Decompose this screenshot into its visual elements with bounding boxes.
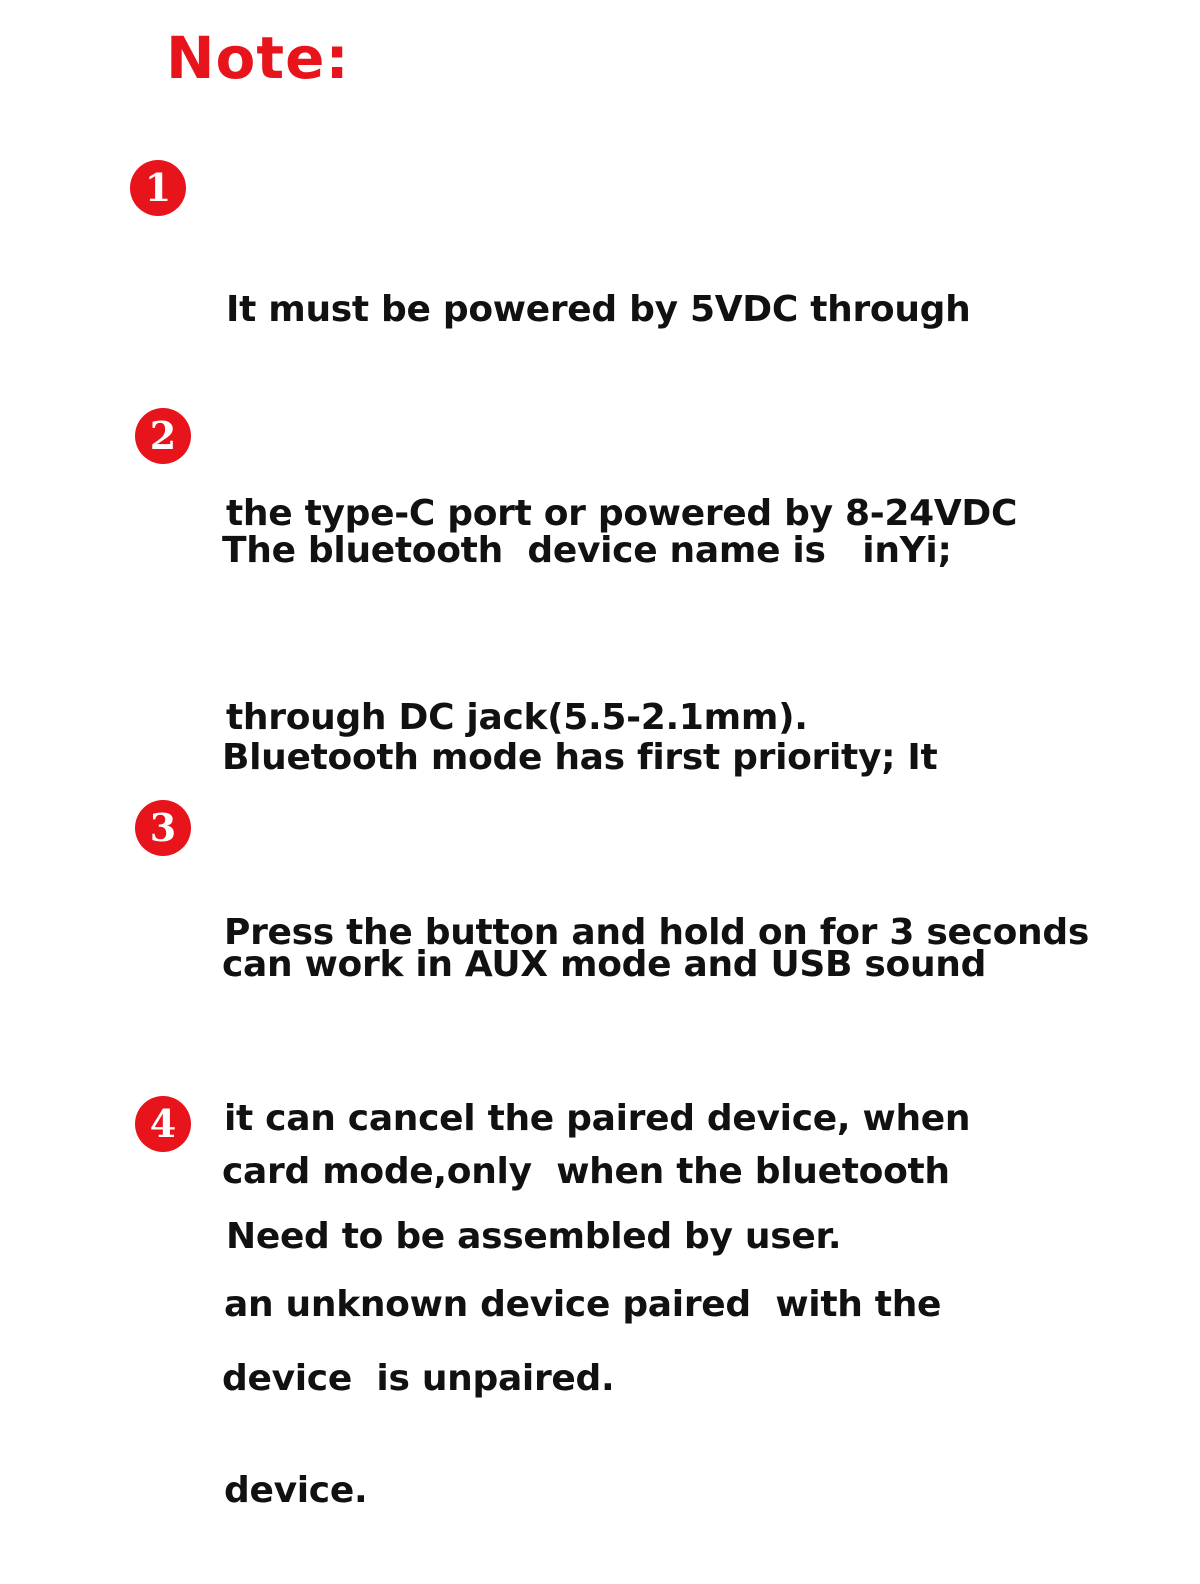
number-badge-2: 2 [135, 408, 191, 464]
note-2-line-3: can work in AUX mode and USB sound [222, 944, 987, 985]
note-1-line-1: It must be powered by 5VDC through [226, 289, 971, 330]
note-1-line-3: through DC jack(5.5-2.1mm). [226, 697, 808, 738]
number-badge-4: 4 [135, 1096, 191, 1152]
number-badge-3: 3 [135, 800, 191, 856]
note-4 [226, 1077, 841, 1333]
note-3-line-1: Press the button and hold on for 3 seconds [224, 912, 1089, 953]
note-2-line-5: device is unpaired. [222, 1358, 615, 1399]
note-1-line-2: the type-C port or powered by 8-24VDC [226, 493, 1018, 534]
note-2-line-1: The bluetooth device name is inYi; [222, 530, 952, 571]
number-badge-1: 1 [130, 160, 186, 216]
page-title: Note: [166, 24, 350, 92]
note-4-line-1: Need to be assembled by user. [226, 1216, 842, 1257]
note-2-line-2: Bluetooth mode has first priority; It [222, 737, 938, 778]
note-3-line-2: it can cancel the paired device, when [224, 1098, 971, 1139]
note-2-line-4: card mode,only when the bluetooth [222, 1151, 950, 1192]
note-3-line-4: device. [224, 1470, 368, 1511]
note-3-line-3: an unknown device paired with the [224, 1284, 942, 1325]
